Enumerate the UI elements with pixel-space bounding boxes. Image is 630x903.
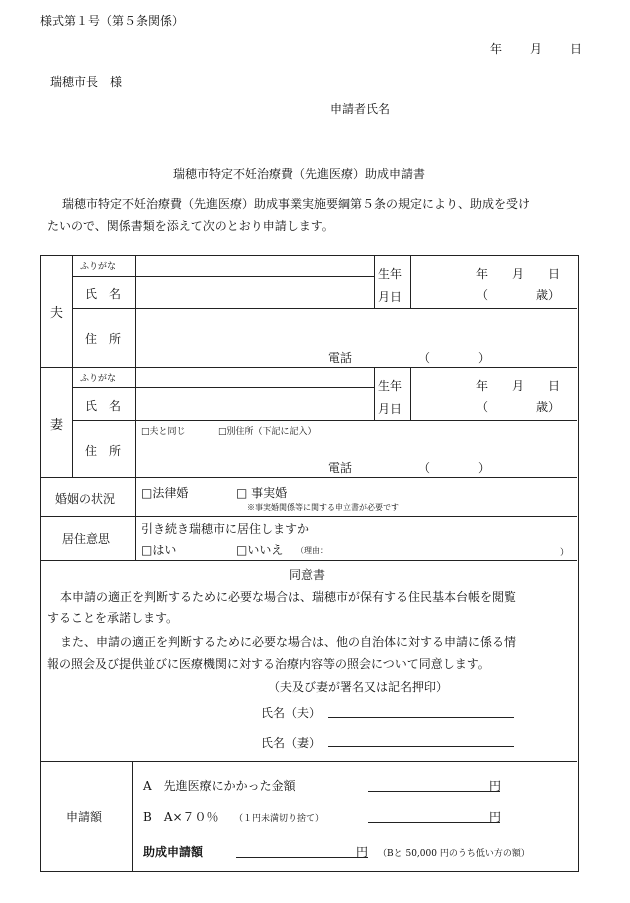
divider: [374, 367, 375, 420]
subsidy-amount-note: （Bと 50,000 円のうち低い方の額）: [378, 849, 530, 859]
divider: [41, 477, 577, 478]
amount-b-yen: 円: [489, 810, 502, 824]
divider: [132, 761, 133, 871]
divider: [410, 367, 411, 420]
residence-question: 引き続き瑞穂市に居住しますか: [141, 522, 310, 536]
consent-signature-note: （夫及び妻が署名又は記名押印）: [268, 680, 449, 694]
divider: [73, 308, 577, 309]
divider: [41, 560, 577, 561]
marriage-defacto-checkbox[interactable]: □ 事実婚: [236, 486, 288, 500]
husband-phone-label: 電話: [328, 351, 353, 365]
husband-furigana-label: ふりがな: [80, 262, 117, 272]
residence-reason-field[interactable]: [330, 541, 556, 557]
marriage-legal-checkbox[interactable]: □法律婚: [141, 486, 189, 500]
wife-section-label: 妻: [50, 418, 64, 433]
amount-b-note: （１円未満切り捨て）: [234, 814, 325, 824]
wife-sign-line[interactable]: [328, 746, 514, 747]
amount-a-field[interactable]: [368, 791, 500, 792]
date-month-label: 月: [530, 42, 543, 56]
residence-no-checkbox[interactable]: □いいえ: [236, 543, 284, 557]
amount-a-label: A 先進医療にかかった金額: [143, 779, 296, 793]
husband-sign-label: 氏名（夫）: [261, 706, 322, 720]
subsidy-amount-field[interactable]: [236, 857, 368, 858]
date-year-label: 年: [490, 42, 503, 56]
husband-address-label: 住 所: [85, 332, 122, 346]
residence-reason-close: ）: [560, 548, 570, 558]
husband-section-label: 夫: [50, 306, 64, 321]
subsidy-amount-label: 助成申請額: [143, 845, 204, 859]
document-title: 瑞穂市特定不妊治療費（先進医療）助成申請書: [173, 167, 426, 181]
residence-reason-label: （理由：: [296, 546, 328, 555]
consent-para1-line2: することを承諾します。: [47, 611, 179, 625]
amount-b-label: B A×７０％: [143, 810, 219, 824]
consent-para1-line1: 本申請の適正を判断するために必要な場合は、瑞穂市が保有する住民基本台帳を閲覧: [60, 590, 517, 604]
divider: [41, 761, 577, 762]
addressee: 瑞穂市長 様: [50, 75, 123, 89]
husband-address-field[interactable]: [136, 310, 576, 348]
husband-age-field[interactable]: （ 歳）: [476, 288, 561, 302]
wife-furigana-field[interactable]: [136, 368, 373, 386]
applicant-name-label: 申請者氏名: [330, 102, 391, 116]
wife-address-other-checkbox[interactable]: □別住所（下記に記入）: [218, 427, 317, 437]
husband-dob-label-1: 生年: [378, 267, 403, 281]
intro-line-1: 瑞穂市特定不妊治療費（先進医療）助成事業実施要綱第５条の規定により、助成を受け: [62, 197, 531, 211]
residence-intent-label: 居住意思: [62, 532, 111, 546]
wife-address-same-checkbox[interactable]: □夫と同じ: [141, 427, 186, 437]
form-number: 様式第１号（第５条関係）: [40, 14, 185, 28]
consent-para2-line2: 報の照会及び提供並びに医療機関に対する治療内容等の照会について同意します。: [47, 657, 490, 671]
wife-name-label: 氏 名: [85, 399, 122, 413]
amount-section-label: 申請額: [66, 810, 103, 824]
wife-dob-label-2: 月日: [378, 402, 403, 416]
wife-sign-label: 氏名（妻）: [261, 736, 322, 750]
consent-para2-line1: また、申請の適正を判断するために必要な場合は、他の自治体に対する申請に係る情: [60, 635, 517, 649]
husband-name-label: 氏 名: [85, 287, 122, 301]
husband-name-field[interactable]: [136, 277, 373, 307]
divider: [374, 256, 375, 309]
intro-line-2: たいので、関係書類を添えて次のとおり申請します。: [47, 219, 334, 233]
husband-dob-label-2: 月日: [378, 290, 403, 304]
divider: [73, 420, 577, 421]
amount-b-field[interactable]: [368, 822, 500, 823]
residence-yes-checkbox[interactable]: □はい: [141, 543, 177, 557]
wife-age-field[interactable]: （ 歳）: [476, 400, 561, 414]
husband-phone-field[interactable]: （ ）: [418, 351, 491, 365]
date-day-label: 日: [570, 42, 583, 56]
wife-furigana-label: ふりがな: [80, 374, 117, 384]
consent-title: 同意書: [289, 568, 326, 582]
husband-sign-line[interactable]: [328, 717, 514, 718]
husband-furigana-field[interactable]: [136, 257, 373, 275]
divider: [41, 516, 577, 517]
wife-phone-field[interactable]: （ ）: [418, 461, 491, 475]
marriage-status-label: 婚姻の状況: [55, 492, 116, 506]
marriage-defacto-note: ※事実婚関係等に関する申立書が必要です: [247, 503, 399, 512]
divider: [410, 256, 411, 309]
wife-name-field[interactable]: [136, 388, 373, 419]
wife-address-label: 住 所: [85, 444, 122, 458]
wife-phone-label: 電話: [328, 461, 353, 475]
amount-a-yen: 円: [489, 779, 502, 793]
husband-dob-field[interactable]: 年 月 日: [476, 267, 561, 281]
wife-dob-field[interactable]: 年 月 日: [476, 379, 561, 393]
wife-dob-label-1: 生年: [378, 379, 403, 393]
subsidy-amount-yen: 円: [356, 845, 369, 859]
